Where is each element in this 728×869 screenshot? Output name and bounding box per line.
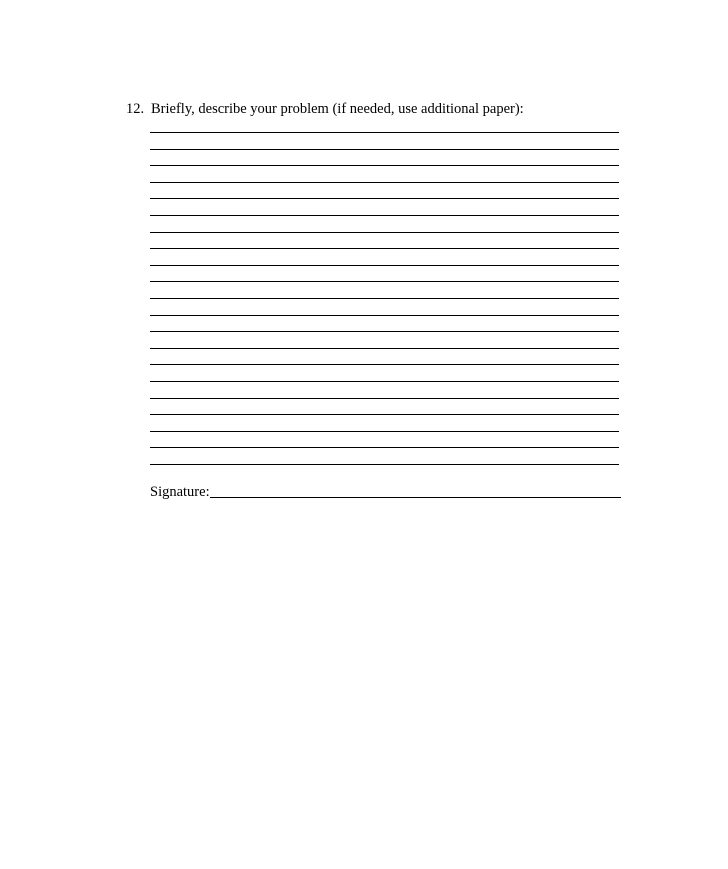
answer-line[interactable] xyxy=(150,281,619,282)
answer-line[interactable] xyxy=(150,398,619,399)
answer-line[interactable] xyxy=(150,215,619,216)
question-number: 12. xyxy=(126,101,145,117)
answer-line[interactable] xyxy=(150,132,619,133)
answer-line[interactable] xyxy=(150,265,619,266)
signature-label: Signature: xyxy=(150,484,210,500)
answer-line[interactable] xyxy=(150,248,619,249)
answer-line[interactable] xyxy=(150,431,619,432)
answer-line[interactable] xyxy=(150,165,619,166)
answer-line[interactable] xyxy=(150,232,619,233)
answer-line[interactable] xyxy=(150,414,619,415)
question-12 xyxy=(126,100,524,118)
answer-line[interactable] xyxy=(150,447,619,448)
answer-line[interactable] xyxy=(150,149,619,150)
answer-line[interactable] xyxy=(150,198,619,199)
answer-line[interactable] xyxy=(150,182,619,183)
answer-line[interactable] xyxy=(150,381,619,382)
answer-line[interactable] xyxy=(150,315,619,316)
question-text: Briefly, describe your problem (if needed, use additional paper): xyxy=(151,101,524,117)
answer-line[interactable] xyxy=(150,364,619,365)
answer-line[interactable] xyxy=(150,464,619,465)
signature-line[interactable] xyxy=(210,497,621,498)
answer-line[interactable] xyxy=(150,331,619,332)
answer-line[interactable] xyxy=(150,298,619,299)
answer-line[interactable] xyxy=(150,348,619,349)
